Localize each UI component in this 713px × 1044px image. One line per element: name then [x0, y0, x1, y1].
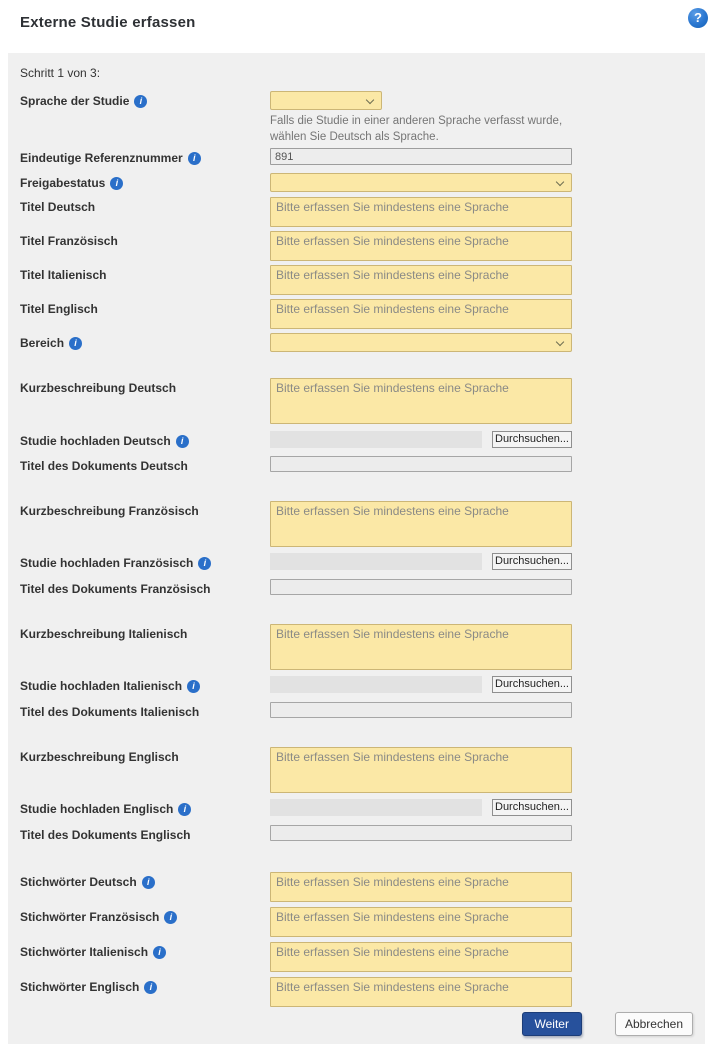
help-icon[interactable]: ? — [688, 8, 708, 28]
form-actions — [20, 1012, 693, 1036]
info-icon[interactable]: i — [198, 557, 211, 570]
field-label: Kurzbeschreibung Französisch — [20, 504, 199, 518]
stichwoerter-englisch-input[interactable] — [270, 977, 572, 1007]
info-icon[interactable]: i — [164, 911, 177, 924]
field-label: Titel des Dokuments Italienisch — [20, 705, 200, 719]
row-kurzbeschreibung-italienisch — [20, 624, 693, 670]
row-kurzbeschreibung-franzoesisch — [20, 501, 693, 547]
kurzbeschreibung-deutsch-input[interactable] — [270, 378, 572, 424]
field-label: Titel des Dokuments Deutsch — [20, 459, 188, 473]
field-label: Stichwörter Italienisch i — [20, 942, 270, 959]
field-label: Stichwörter Französisch i — [20, 907, 270, 924]
row-titel-englisch — [20, 299, 693, 329]
freigabestatus-select[interactable] — [270, 173, 572, 192]
row-freigabestatus — [20, 173, 693, 192]
page-title: Externe Studie erfassen — [20, 14, 196, 31]
dokument-titel-deutsch-input — [270, 456, 572, 472]
row-referenznummer — [20, 148, 693, 165]
row-studie-hochladen-deutsch — [20, 431, 693, 448]
row-dokument-titel-italienisch — [20, 702, 693, 719]
kurzbeschreibung-franzoesisch-input[interactable] — [270, 501, 572, 547]
row-kurzbeschreibung-deutsch — [20, 378, 693, 424]
kurzbeschreibung-italienisch-input[interactable] — [270, 624, 572, 670]
titel-englisch-input[interactable] — [270, 299, 572, 329]
field-label: Stichwörter Englisch i — [20, 977, 270, 994]
row-sprache-der-studie — [20, 91, 693, 145]
field-label: Studie hochladen Englisch i — [20, 799, 270, 816]
info-icon[interactable]: i — [153, 946, 166, 959]
stichwoerter-deutsch-input[interactable] — [270, 872, 572, 902]
row-titel-franzoesisch — [20, 231, 693, 261]
file-upload-franzoesisch — [270, 553, 572, 570]
field-label: Kurzbeschreibung Deutsch — [20, 381, 177, 395]
field-label: Titel des Dokuments Englisch — [20, 828, 191, 842]
field-label: Sprache der Studie i — [20, 91, 270, 108]
file-path-field[interactable] — [270, 431, 482, 448]
file-upload-deutsch — [270, 431, 572, 448]
row-stichwoerter-deutsch — [20, 872, 693, 902]
info-icon[interactable]: i — [69, 337, 82, 350]
chevron-down-icon — [366, 96, 374, 104]
titel-italienisch-input[interactable] — [270, 265, 572, 295]
row-dokument-titel-deutsch — [20, 456, 693, 473]
field-label: Bereich i — [20, 333, 270, 350]
info-icon[interactable]: i — [110, 177, 123, 190]
field-label: Titel Italienisch — [20, 268, 107, 282]
row-studie-hochladen-italienisch — [20, 676, 693, 693]
info-icon[interactable]: i — [188, 152, 201, 165]
referenznummer-input — [270, 148, 572, 165]
weiter-button[interactable]: Weiter — [522, 1012, 582, 1036]
file-upload-italienisch — [270, 676, 572, 693]
row-dokument-titel-englisch — [20, 825, 693, 842]
field-label: Kurzbeschreibung Italienisch — [20, 627, 188, 641]
browse-button[interactable]: Durchsuchen... — [492, 799, 572, 816]
row-studie-hochladen-franzoesisch — [20, 553, 693, 570]
chevron-down-icon — [556, 338, 564, 346]
dokument-titel-englisch-input — [270, 825, 572, 841]
row-stichwoerter-englisch — [20, 977, 693, 1007]
row-dokument-titel-franzoesisch — [20, 579, 693, 596]
titel-deutsch-input[interactable] — [270, 197, 572, 227]
file-path-field[interactable] — [270, 676, 482, 693]
page-header — [0, 0, 713, 32]
browse-button[interactable]: Durchsuchen... — [492, 676, 572, 693]
file-upload-englisch — [270, 799, 572, 816]
row-titel-italienisch — [20, 265, 693, 295]
step-indicator: Schritt 1 von 3: — [20, 66, 101, 80]
stichwoerter-italienisch-input[interactable] — [270, 942, 572, 972]
stichwoerter-franzoesisch-input[interactable] — [270, 907, 572, 937]
form-panel — [8, 53, 705, 1044]
field-label: Titel Deutsch — [20, 200, 96, 214]
info-icon[interactable]: i — [134, 95, 147, 108]
field-label: Titel Englisch — [20, 302, 98, 316]
field-label: Studie hochladen Französisch i — [20, 553, 270, 570]
field-label: Stichwörter Deutsch i — [20, 872, 270, 889]
dokument-titel-italienisch-input — [270, 702, 572, 718]
info-icon[interactable]: i — [142, 876, 155, 889]
sprache-select[interactable] — [270, 91, 382, 110]
chevron-down-icon — [556, 178, 564, 186]
field-label: Freigabestatus i — [20, 173, 270, 190]
file-path-field[interactable] — [270, 553, 482, 570]
row-stichwoerter-franzoesisch — [20, 907, 693, 937]
row-studie-hochladen-englisch — [20, 799, 693, 816]
row-stichwoerter-italienisch — [20, 942, 693, 972]
abbrechen-button[interactable]: Abbrechen — [615, 1012, 693, 1036]
browse-button[interactable]: Durchsuchen... — [492, 553, 572, 570]
info-icon[interactable]: i — [144, 981, 157, 994]
field-label: Eindeutige Referenznummer i — [20, 148, 270, 165]
titel-franzoesisch-input[interactable] — [270, 231, 572, 261]
browse-button[interactable]: Durchsuchen... — [492, 431, 572, 448]
dokument-titel-franzoesisch-input — [270, 579, 572, 595]
info-icon[interactable]: i — [187, 680, 200, 693]
row-titel-deutsch — [20, 197, 693, 227]
field-label: Studie hochladen Italienisch i — [20, 676, 270, 693]
sprache-hint: Falls die Studie in einer anderen Sprache verfasst wurde, wählen Sie Deutsch als Sprache. — [270, 115, 563, 143]
info-icon[interactable]: i — [176, 435, 189, 448]
field-label: Kurzbeschreibung Englisch — [20, 750, 179, 764]
kurzbeschreibung-englisch-input[interactable] — [270, 747, 572, 793]
file-path-field[interactable] — [270, 799, 482, 816]
field-label: Studie hochladen Deutsch i — [20, 431, 270, 448]
field-label: Titel des Dokuments Französisch — [20, 582, 211, 596]
bereich-select[interactable] — [270, 333, 572, 352]
row-bereich — [20, 333, 693, 352]
info-icon[interactable]: i — [178, 803, 191, 816]
field-label: Titel Französisch — [20, 234, 118, 248]
row-kurzbeschreibung-englisch — [20, 747, 693, 793]
